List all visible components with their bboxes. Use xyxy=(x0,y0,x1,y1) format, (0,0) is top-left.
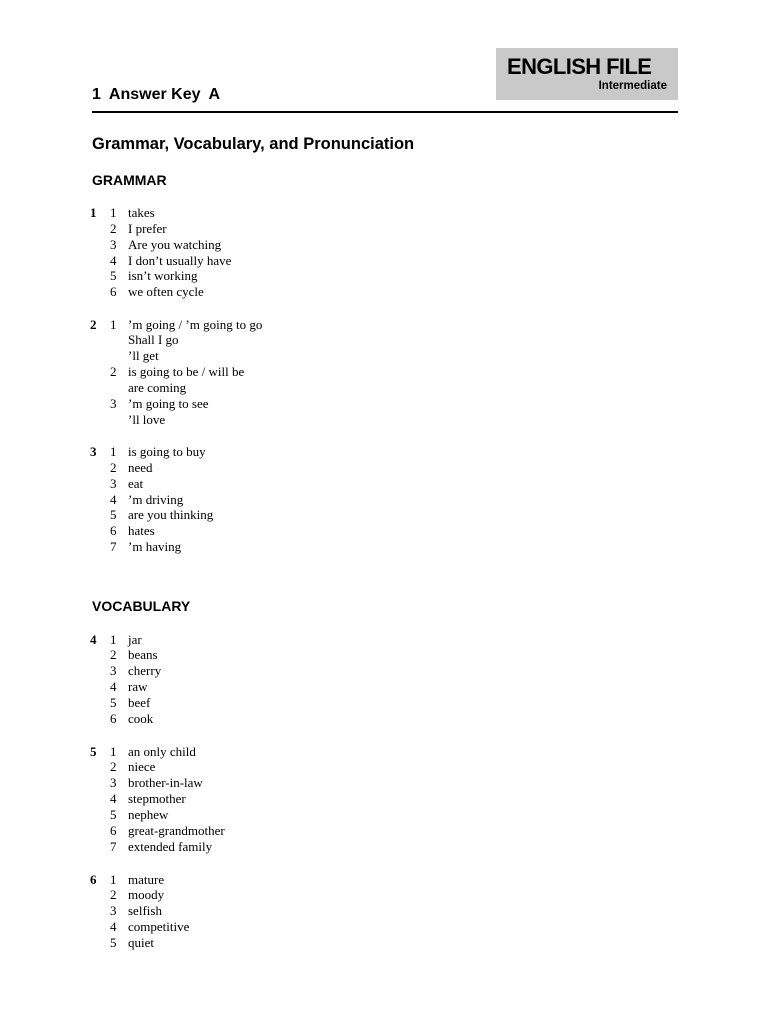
exercise-5 xyxy=(0,744,400,855)
exercise-4 xyxy=(0,632,400,727)
answer-text: we often cycle xyxy=(128,284,204,300)
exercise-1 xyxy=(0,205,400,300)
item-number: 7 xyxy=(110,539,117,555)
item-number: 2 xyxy=(110,459,117,475)
item-number: 4 xyxy=(110,491,117,507)
answer-line xyxy=(0,935,400,951)
answer-line xyxy=(0,744,400,760)
answer-line xyxy=(0,221,400,237)
section-title: Grammar, Vocabulary, and Pronunciation xyxy=(92,135,415,153)
item-number: 5 xyxy=(110,934,117,950)
answer-line xyxy=(0,348,400,364)
answer-text: eat xyxy=(128,475,144,491)
item-number: 6 xyxy=(110,822,117,838)
exercise-number: 1 xyxy=(90,205,97,220)
exercise-number: 4 xyxy=(90,631,97,647)
answer-line xyxy=(0,237,400,253)
answer-text: mature xyxy=(128,871,165,887)
item-number: 4 xyxy=(110,252,117,268)
answer-text: need xyxy=(128,459,153,475)
answer-line xyxy=(0,775,400,791)
answer-line xyxy=(0,823,400,839)
answer-text: raw xyxy=(128,679,148,695)
answer-line xyxy=(0,711,400,727)
answer-text: niece xyxy=(128,759,156,775)
item-number: 3 xyxy=(110,395,117,411)
unit-number: 1 xyxy=(92,86,101,103)
answer-line xyxy=(0,492,400,508)
answer-line xyxy=(0,887,400,903)
answer-line xyxy=(0,759,400,775)
grammar-heading: GRAMMAR xyxy=(92,172,167,188)
item-number: 4 xyxy=(110,791,117,807)
exercise-number: 2 xyxy=(90,316,97,332)
answer-line xyxy=(0,507,400,523)
answer-text: is going to be / will be xyxy=(128,364,245,380)
answer-text: Are you watching xyxy=(128,236,222,252)
item-number: 1 xyxy=(110,316,117,332)
item-number: 3 xyxy=(110,903,117,919)
item-number: 5 xyxy=(110,268,117,284)
answer-text: competitive xyxy=(128,919,190,935)
item-number: 5 xyxy=(110,806,117,822)
answer-key-label: Answer Key xyxy=(108,86,201,103)
answer-line xyxy=(0,253,400,269)
answer-text: are you thinking xyxy=(128,507,214,523)
answer-line xyxy=(0,396,400,412)
answer-text: beef xyxy=(128,694,151,710)
item-number: 3 xyxy=(110,663,117,679)
answer-text: moody xyxy=(128,887,165,903)
answer-line xyxy=(0,332,400,348)
answer-text: ’ll get xyxy=(128,348,159,364)
answer-text: hates xyxy=(128,523,155,539)
item-number: 2 xyxy=(110,759,117,775)
item-number: 5 xyxy=(110,694,117,710)
answer-line xyxy=(0,412,400,428)
item-number: 2 xyxy=(110,647,117,663)
version-letter: A xyxy=(208,86,221,103)
answer-line xyxy=(0,268,400,284)
header-rule xyxy=(92,111,678,113)
answer-line xyxy=(0,903,400,919)
answer-text: I don’t usually have xyxy=(128,252,232,268)
exercise-2 xyxy=(0,317,400,428)
answer-line xyxy=(0,647,400,663)
exercise-number: 5 xyxy=(90,743,97,759)
answer-text: is going to buy xyxy=(128,444,206,459)
answer-text: beans xyxy=(128,647,158,663)
exercise-number: 6 xyxy=(90,871,97,887)
answer-line xyxy=(0,919,400,935)
page-title xyxy=(92,85,220,105)
answer-line xyxy=(0,205,400,221)
answer-line xyxy=(0,380,400,396)
item-number: 3 xyxy=(110,475,117,491)
english-file-logo xyxy=(496,48,678,100)
answer-text: quiet xyxy=(128,934,154,950)
item-number: 6 xyxy=(110,523,117,539)
answer-text: ’m having xyxy=(128,539,182,555)
item-number: 3 xyxy=(110,775,117,791)
answer-line xyxy=(0,476,400,492)
answer-text: stepmother xyxy=(128,791,186,807)
item-number: 7 xyxy=(110,838,117,854)
item-number: 4 xyxy=(110,919,117,935)
item-number: 2 xyxy=(110,364,117,380)
vocabulary-heading: VOCABULARY xyxy=(92,598,191,614)
answer-text: ’m driving xyxy=(128,491,184,507)
answer-line xyxy=(0,460,400,476)
answer-line xyxy=(0,284,400,300)
answer-text: extended family xyxy=(128,838,213,854)
answer-line xyxy=(0,807,400,823)
answer-text: jar xyxy=(128,631,142,647)
answer-text: takes xyxy=(128,205,155,220)
item-number: 4 xyxy=(110,679,117,695)
answer-line xyxy=(0,791,400,807)
answer-line xyxy=(0,539,400,555)
item-number: 6 xyxy=(110,710,117,726)
answer-line xyxy=(0,663,400,679)
answer-line xyxy=(0,872,400,888)
answer-line xyxy=(0,523,400,539)
item-number: 3 xyxy=(110,236,117,252)
exercise-3 xyxy=(0,444,400,555)
exercise-6 xyxy=(0,872,400,951)
answer-text: selfish xyxy=(128,903,162,919)
answer-text: isn’t working xyxy=(128,268,198,284)
answer-text: Shall I go xyxy=(128,332,179,348)
item-number: 6 xyxy=(110,284,117,300)
answer-line xyxy=(0,632,400,648)
item-number: 5 xyxy=(110,507,117,523)
logo-title: ENGLISH FILE xyxy=(507,54,652,79)
item-number: 2 xyxy=(110,220,117,236)
answer-text: are coming xyxy=(128,379,187,395)
item-number: 1 xyxy=(110,631,117,647)
answer-line xyxy=(0,679,400,695)
answer-text: great-grandmother xyxy=(128,822,225,838)
item-number: 1 xyxy=(110,444,117,459)
answer-text: brother-in-law xyxy=(128,775,203,791)
item-number: 1 xyxy=(110,205,117,220)
logo-subtitle: Intermediate xyxy=(598,80,667,92)
item-number: 1 xyxy=(110,743,117,759)
answer-line xyxy=(0,364,400,380)
answer-line xyxy=(0,695,400,711)
answer-text: ’m going to see xyxy=(128,395,209,411)
answer-line xyxy=(0,444,400,460)
answer-text: cherry xyxy=(128,663,162,679)
answer-text: ’m going / ’m going to go xyxy=(128,316,263,332)
exercise-number: 3 xyxy=(90,444,97,459)
item-number: 2 xyxy=(110,887,117,903)
answer-line xyxy=(0,317,400,333)
answer-line xyxy=(0,839,400,855)
answer-text: an only child xyxy=(128,743,196,759)
answer-text: nephew xyxy=(128,806,169,822)
answer-text: ’ll love xyxy=(128,411,166,427)
answer-text: cook xyxy=(128,710,154,726)
answer-text: I prefer xyxy=(128,220,167,236)
item-number: 1 xyxy=(110,871,117,887)
